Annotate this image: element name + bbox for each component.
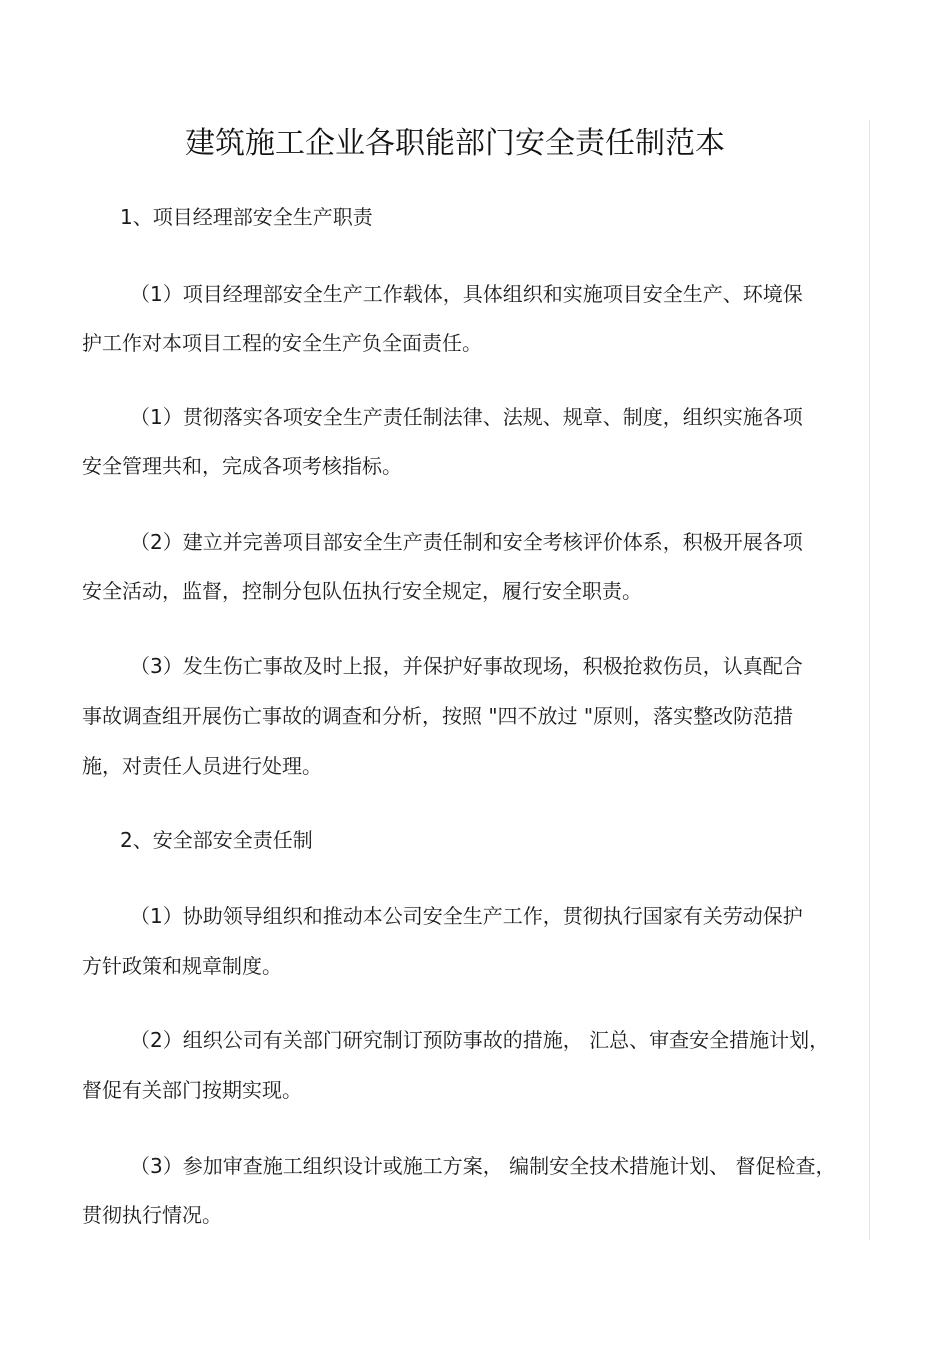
paragraph-1-3-line-2: 安全活动，监督，控制分包队伍执行安全规定，履行安全职责。 <box>82 579 642 603</box>
document-title: 建筑施工企业各职能部门安全责任制范本 <box>185 126 725 161</box>
paragraph-1-4-line-2: 事故调查组开展伤亡事故的调查和分析，按照 "四不放过 "原则，落实整改防范措 <box>82 704 794 728</box>
paragraph-1-2-line-2: 安全管理共和，完成各项考核指标。 <box>82 454 402 478</box>
paragraph-1-1-line-2: 护工作对本项目工程的安全生产负全面责任。 <box>82 331 482 355</box>
paragraph-1-4-line-3: 施，对责任人员进行处理。 <box>82 754 322 778</box>
paragraph-1-3-line-1: （2）建立并完善项目部安全生产责任制和安全考核评价体系，积极开展各项 <box>130 530 803 554</box>
section-heading-1: 1、项目经理部安全生产职责 <box>120 205 373 229</box>
paragraph-2-1-line-2: 方针政策和规章制度。 <box>82 954 282 978</box>
page-edge-line <box>869 120 870 1240</box>
section-heading-2: 2、安全部安全责任制 <box>120 828 313 852</box>
paragraph-2-3-line-1: （3）参加审查施工组织设计或施工方案， 编制安全技术措施计划、 督促检查， <box>130 1154 836 1178</box>
paragraph-2-2-line-2: 督促有关部门按期实现。 <box>82 1078 302 1102</box>
paragraph-1-4-line-1: （3）发生伤亡事故及时上报，并保护好事故现场，积极抢救伤员，认真配合 <box>130 654 803 678</box>
paragraph-2-2-line-1: （2）组织公司有关部门研究制订预防事故的措施， 汇总、审查安全措施计划， <box>130 1028 830 1052</box>
paragraph-2-3-line-2: 贯彻执行情况。 <box>82 1203 222 1227</box>
paragraph-2-1-line-1: （1）协助领导组织和推动本公司安全生产工作，贯彻执行国家有关劳动保护 <box>130 904 803 928</box>
paragraph-1-1-line-1: （1）项目经理部安全生产工作载体，具体组织和实施项目安全生产、环境保 <box>130 282 803 306</box>
paragraph-1-2-line-1: （1）贯彻落实各项安全生产责任制法律、法规、规章、制度，组织实施各项 <box>130 405 803 429</box>
